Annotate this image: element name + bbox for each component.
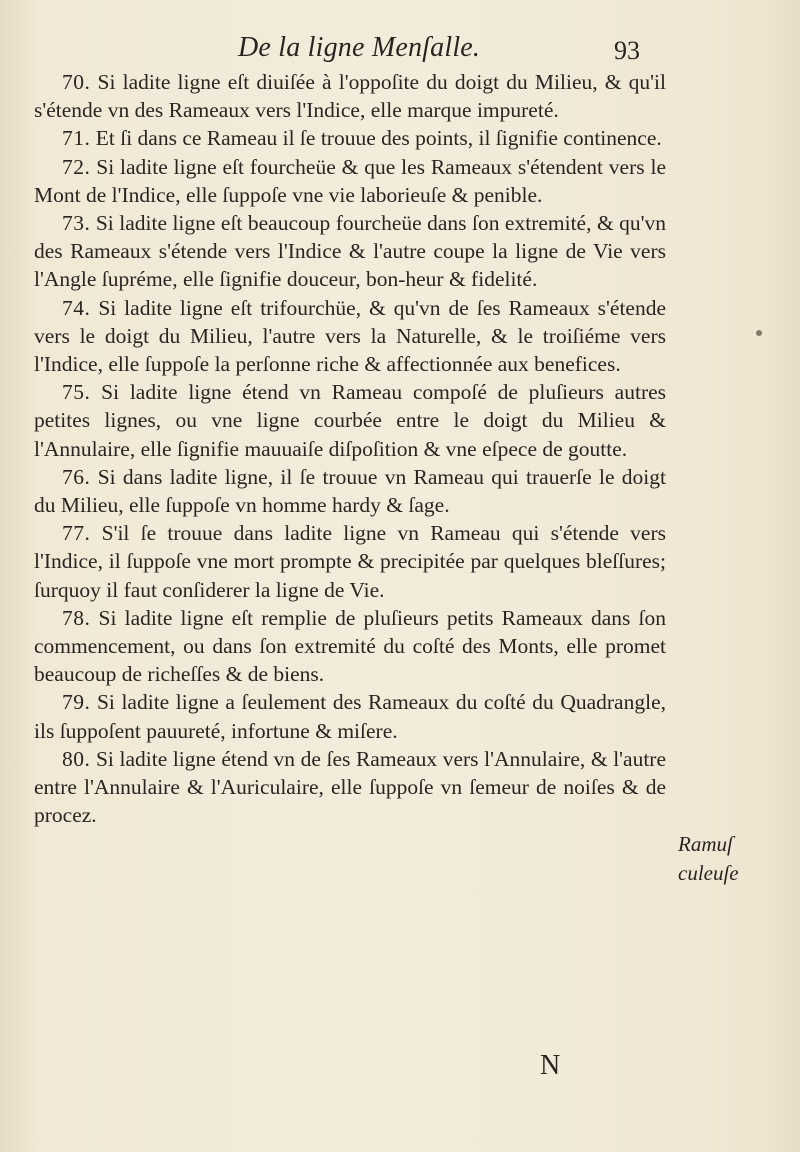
paragraph-76	[34, 463, 666, 519]
paragraph-number: 71.	[62, 126, 91, 151]
page-number: 93	[614, 36, 640, 65]
paragraph-number: 78.	[62, 605, 91, 630]
paragraph-number: 75.	[62, 380, 91, 405]
paragraph-number: 80.	[62, 746, 91, 771]
paragraph-number: 74.	[62, 295, 91, 320]
paragraph-73	[34, 209, 666, 294]
paragraph-text: Si ladite ligne étend vn de ſes Rameaux vers l'Annulaire, & l'autre entre l'Annulaire & l'Auriculaire, elle ſuppoſe vn ſemeur de noiſes & de procez.	[34, 746, 667, 828]
paragraph-70	[34, 68, 666, 124]
paragraph-75	[34, 378, 666, 463]
page-header	[0, 30, 800, 70]
paragraph-74	[34, 294, 666, 379]
paragraph-text: Si ladite ligne eſt fourcheüe & que les Rameaux s'étendent vers le Mont de l'Indice, elle ſuppoſe vne vie laborieuſe & penible.	[34, 154, 666, 207]
paragraph-number: 72.	[62, 154, 91, 179]
paragraph-71	[34, 124, 666, 152]
paragraph-72	[34, 153, 666, 209]
paragraph-text: Si ladite ligne eſt trifourchüe, & qu'vn de ſes Rameaux s'étende vers le doigt du Milieu, l'autre vers la Naturelle, & le troiſiéme vers l'Indice, elle ſuppoſe la perſonne riche & affectionnée aux benefices.	[34, 295, 667, 377]
marginal-note-line: Ramuſ	[678, 832, 733, 856]
marginal-note	[678, 830, 778, 888]
paragraph-text: Si ladite ligne étend vn Rameau compoſé de pluſieurs autres petites lignes, ou vne ligne courbée entre le doigt du Milieu & l'Annulaire, elle ſignifie mauuaiſe diſpoſition & vne eſpece de goutte.	[34, 380, 667, 461]
body-text	[34, 68, 666, 829]
marginal-note-line: culeuſe	[678, 861, 739, 885]
paragraph-78	[34, 604, 666, 689]
paragraph-text: S'il ſe trouue dans ladite ligne vn Rameau qui s'étende vers l'Indice, il ſuppoſe vne mort prompte & precipitée par quelques bleſſures; ſurquoy il faut conſiderer la ligne de Vie.	[34, 521, 667, 602]
paragraph-text: Si ladite ligne eſt diuiſée à l'oppoſite du doigt du Milieu, & qu'il s'étende vn des Rameaux vers l'Indice, elle marque impureté.	[34, 70, 666, 123]
paragraph-number: 73.	[62, 211, 91, 236]
paragraph-text: Si ladite ligne a ſeulement des Rameaux du coſté du Quadrangle, ils ſuppoſent pauureté, infortune & miſere.	[34, 690, 666, 743]
running-title: De la ligne Menſalle.	[238, 32, 481, 63]
paragraph-number: 77.	[62, 521, 91, 546]
paragraph-text: Si dans ladite ligne, il ſe trouue vn Rameau qui trauerſe le doigt du Milieu, elle ſuppoſe vn homme hardy & ſage.	[34, 464, 667, 518]
paragraph-number: 76.	[62, 464, 91, 489]
paragraph-text: Si ladite ligne eſt beaucoup fourcheüe dans ſon extremité, & qu'vn des Rameaux s'étende vers l'Indice & l'autre coupe la ligne de Vie vers l'Angle ſupréme, elle ſignifie douceur, bon-heur & fidelité.	[34, 211, 667, 292]
paragraph-80	[34, 745, 666, 830]
signature-mark: N	[540, 1050, 561, 1081]
paragraph-number: 79.	[62, 690, 91, 715]
paragraph-text: Et ſi dans ce Rameau il ſe trouue des points, il ſignifie continence.	[95, 126, 662, 151]
paragraph-79	[34, 688, 666, 744]
paragraph-77	[34, 519, 666, 604]
ink-speck	[756, 330, 762, 336]
paragraph-text: Si ladite ligne eſt remplie de pluſieurs petits Rameaux dans ſon commencement, ou dans ſon extremité du coſté des Monts, elle promet beaucoup de richeſſes & de biens.	[34, 605, 666, 687]
paragraph-number: 70.	[62, 70, 91, 94]
